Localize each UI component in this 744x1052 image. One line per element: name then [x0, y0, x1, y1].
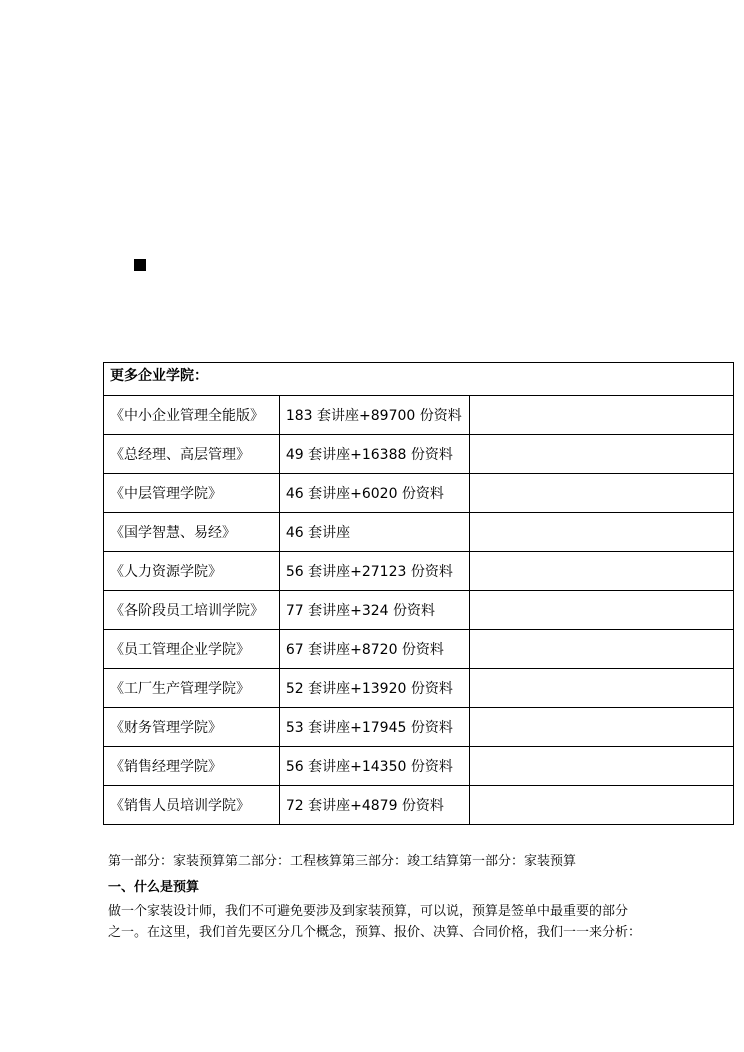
empty-cell [470, 474, 734, 513]
table-row [104, 474, 734, 513]
academy-content: 56 套讲座+14350 份资料 [279, 747, 469, 786]
academy-name: 《中小企业管理全能版》 [104, 396, 280, 435]
academy-content: 183 套讲座+89700 份资料 [279, 396, 469, 435]
section-heading: 一、什么是预算 [108, 880, 200, 895]
academy-name: 《中层管理学院》 [104, 474, 280, 513]
table-row [104, 396, 734, 435]
empty-cell [470, 630, 734, 669]
academy-content: 67 套讲座+8720 份资料 [279, 630, 469, 669]
table-row [104, 552, 734, 591]
academy-content: 46 套讲座+6020 份资料 [279, 474, 469, 513]
empty-cell [470, 747, 734, 786]
table-row [104, 786, 734, 825]
table-row [104, 513, 734, 552]
empty-cell [470, 786, 734, 825]
table-row [104, 435, 734, 474]
table-row [104, 708, 734, 747]
academy-content: 56 套讲座+27123 份资料 [279, 552, 469, 591]
table-header: 更多企业学院： [104, 363, 734, 396]
academy-name: 《国学智慧、易经》 [104, 513, 280, 552]
academy-table [103, 362, 734, 825]
table-row [104, 747, 734, 786]
paragraph-line-2: 之一。在这里，我们首先要区分几个概念，预算、报价、决算、合同价格，我们一一来分析： [108, 925, 642, 940]
paragraph-line-1: 做一个家装设计师，我们不可避免要涉及到家装预算，可以说，预算是签单中最重要的部分 [108, 904, 629, 919]
academy-name: 《总经理、高层管理》 [104, 435, 280, 474]
table-row [104, 669, 734, 708]
academy-name: 《销售经理学院》 [104, 747, 280, 786]
academy-name: 《员工管理企业学院》 [104, 630, 280, 669]
academy-content: 72 套讲座+4879 份资料 [279, 786, 469, 825]
academy-content: 49 套讲座+16388 份资料 [279, 435, 469, 474]
academy-name: 《销售人员培训学院》 [104, 786, 280, 825]
table-header-row [104, 363, 734, 396]
table-row [104, 630, 734, 669]
academy-name: 《工厂生产管理学院》 [104, 669, 280, 708]
academy-name: 《各阶段员工培训学院》 [104, 591, 280, 630]
academy-content: 77 套讲座+324 份资料 [279, 591, 469, 630]
academy-content: 52 套讲座+13920 份资料 [279, 669, 469, 708]
empty-cell [470, 669, 734, 708]
bullet-square [134, 259, 146, 271]
empty-cell [470, 708, 734, 747]
table-row [104, 591, 734, 630]
empty-cell [470, 396, 734, 435]
empty-cell [470, 591, 734, 630]
empty-cell [470, 435, 734, 474]
empty-cell [470, 552, 734, 591]
academy-content: 53 套讲座+17945 份资料 [279, 708, 469, 747]
academy-name: 《人力资源学院》 [104, 552, 280, 591]
parts-line: 第一部分：家装预算第二部分：工程核算第三部分：竣工结算第一部分：家装预算 [108, 854, 577, 869]
empty-cell [470, 513, 734, 552]
academy-name: 《财务管理学院》 [104, 708, 280, 747]
academy-content: 46 套讲座 [279, 513, 469, 552]
